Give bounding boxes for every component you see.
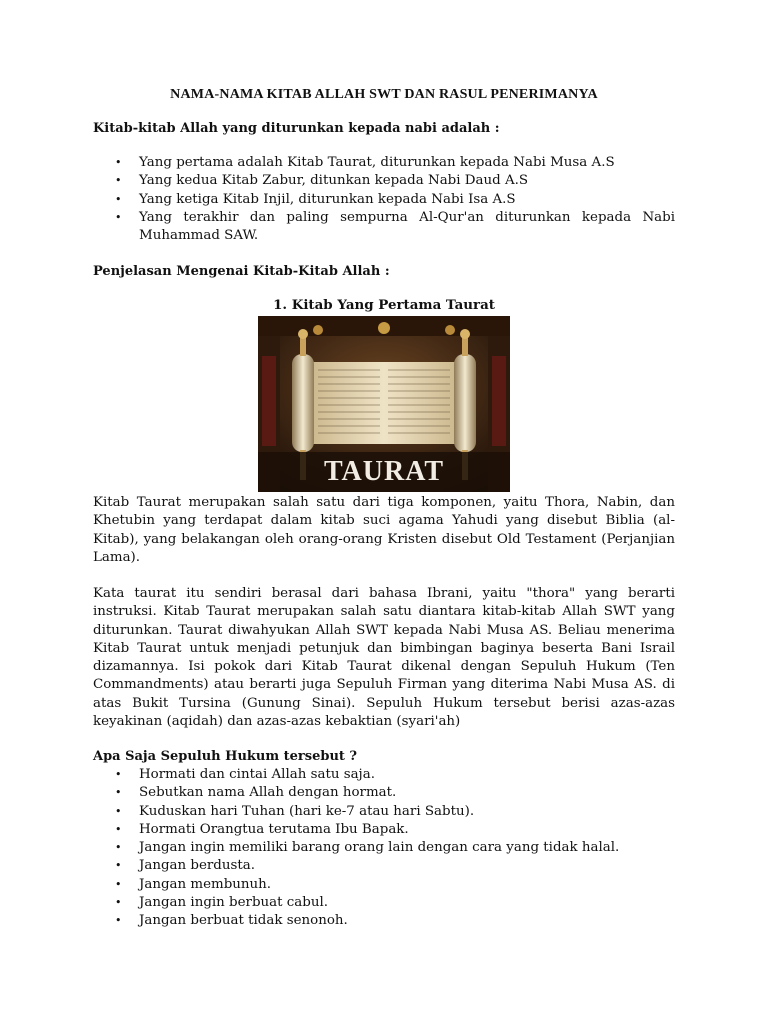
section-title-taurat: 1. Kitab Yang Pertama Taurat: [273, 297, 495, 313]
bullet: •: [115, 804, 122, 818]
image-label: TAURAT: [323, 456, 445, 487]
explain-heading: Penjelasan Mengenai Kitab-Kitab Allah :: [93, 264, 390, 279]
intro-list: [93, 154, 675, 245]
document-title: NAMA-NAMA KITAB ALLAH SWT DAN RASUL PENERIMANYA: [170, 87, 598, 102]
list-item: • Hormati Orangtua terutama Ibu Bapak.: [93, 821, 675, 839]
commandments-heading: Apa Saja Sepuluh Hukum tersebut ?: [93, 749, 358, 764]
paragraph-1: Kitab Taurat merupakan salah satu dari tiga komponen, yaitu Thora, Nabin, dan Khetubin yang terdapat dalam kitab suci agama Yahudi yang disebut Biblia (al-Kitab), yang belakangan oleh orang-orang Kristen disebut Old Testament (Perjanjian Lama).: [93, 495, 675, 565]
bullet: •: [115, 192, 122, 206]
list-item: • Yang ketiga Kitab Injil, diturunkan kepada Nabi Isa A.S: [93, 191, 675, 209]
torah-scroll-icon: [258, 316, 510, 492]
paragraph-2: Kata taurat itu sendiri berasal dari bahasa Ibrani, yaitu "thora" yang berarti instruksi. Kitab Taurat merupakan salah satu diantara kitab-kitab Allah SWT yang diturunkan. Taurat diwahyukan Allah SWT kepada Nabi Musa AS. Beliau menerima Kitab Taurat untuk menjadi petunjuk dan bimbingan baginya beserta Bani Israil dizamannya. Isi pokok dari Kitab Taurat dikenal dengan Sepuluh Hukum (Ten Commandments) atau berarti juga Sepuluh Firman yang diterima Nabi Musa AS. di atas Bukit Tursina (Gunung Sinai). Sepuluh Hukum tersebut berisi azas-azas keyakinan (aqidah) dan azas-azas kebaktian (syari'ah): [93, 586, 675, 730]
list-item: • Jangan berdusta.: [93, 857, 675, 875]
bullet: •: [115, 174, 122, 188]
bullet: •: [115, 914, 122, 928]
list-item: • Kuduskan hari Tuhan (hari ke-7 atau hari Sabtu).: [93, 803, 675, 821]
list-item: • Yang kedua Kitab Zabur, ditunkan kepada Nabi Daud A.S: [93, 172, 675, 190]
intro-heading: Kitab-kitab Allah yang diturunkan kepada nabi adalah :: [93, 121, 500, 136]
bullet: •: [115, 877, 122, 891]
list-item: • Hormati dan cintai Allah satu saja.: [93, 766, 675, 784]
bullet: •: [115, 822, 122, 836]
bullet: •: [115, 156, 122, 169]
taurat-image: [258, 316, 510, 492]
list-item: • Jangan membunuh.: [93, 876, 675, 894]
commandments-list: [93, 766, 675, 931]
list-item: • Jangan berbuat tidak senonoh.: [93, 912, 675, 930]
bullet: •: [115, 786, 122, 800]
bullet: •: [115, 896, 122, 910]
list-item: • Sebutkan nama Allah dengan hormat.: [93, 784, 675, 802]
list-item: • Jangan ingin berbuat cabul.: [93, 894, 675, 912]
list-item: • Jangan ingin memiliki barang orang lain dengan cara yang tidak halal.: [93, 839, 675, 857]
list-item: • Yang pertama adalah Kitab Taurat, diturunkan kepada Nabi Musa A.S: [93, 154, 675, 172]
bullet: •: [115, 859, 122, 873]
bullet: •: [115, 210, 122, 224]
list-item: • Yang terakhir dan paling sempurna Al-Qur'an diturunkan kepada Nabi Muhammad SAW.: [115, 209, 675, 244]
bullet: •: [115, 841, 122, 855]
bullet: •: [115, 768, 122, 781]
